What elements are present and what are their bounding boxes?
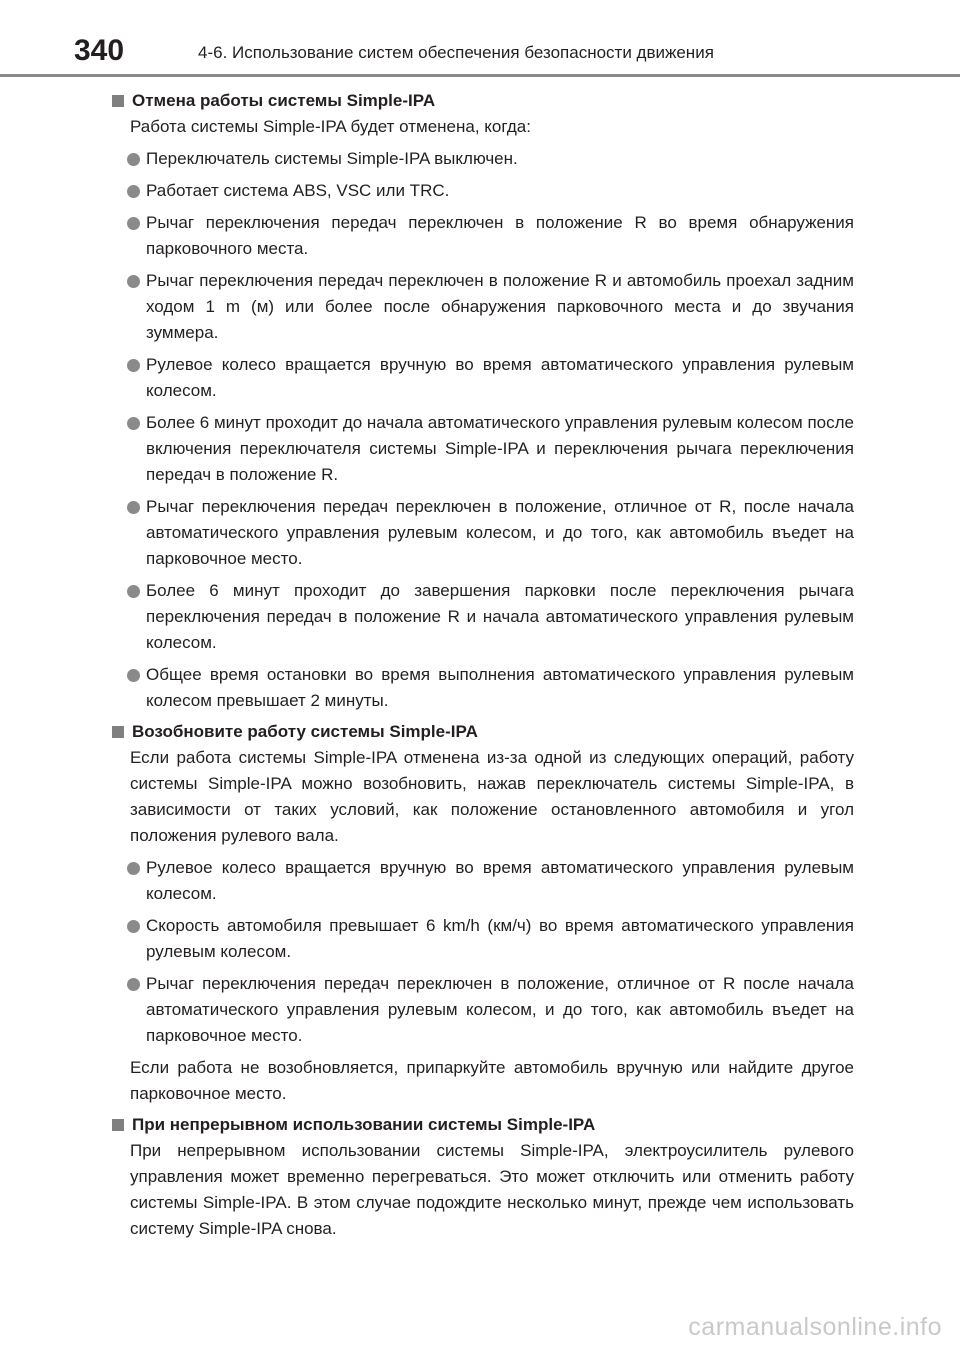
circle-bullet-icon xyxy=(127,153,140,166)
list-item: Рулевое колесо вращается вручную во время автоматического управления рулевым колесом. xyxy=(146,352,854,404)
section-heading xyxy=(112,89,854,113)
square-bullet-icon xyxy=(112,1119,124,1131)
circle-bullet-icon xyxy=(127,862,140,875)
circle-bullet-icon xyxy=(127,669,140,682)
section-heading-text: Отмена работы системы Simple-IPA xyxy=(132,91,436,110)
circle-bullet-icon xyxy=(127,217,140,230)
circle-bullet-icon xyxy=(127,501,140,514)
section-heading xyxy=(112,720,854,744)
page-content xyxy=(112,85,854,1248)
section-heading-text: Возобновите работу системы Simple-IPA xyxy=(132,722,478,741)
section-resume xyxy=(112,720,854,1107)
circle-bullet-icon xyxy=(127,417,140,430)
page-header xyxy=(0,0,960,80)
list-item: Рулевое колесо вращается вручную во время автоматического управления рулевым колесом. xyxy=(146,855,854,907)
list-item: Скорость автомобиля превышает 6 km/h (км/ч) во время автоматического управления рулевым колесом. xyxy=(146,913,854,965)
square-bullet-icon xyxy=(112,726,124,738)
list-item: Рычаг переключения передач переключен в положение R во время обнаружения парковочного места. xyxy=(146,210,854,262)
list-item: Рычаг переключения передач переключен в положение, отличное от R, после начала автоматического управления рулевым колесом, и до того, как автомобиль въедет на парковочное место. xyxy=(146,494,854,572)
list-item: Более 6 минут проходит до начала автоматического управления рулевым колесом после включения переключателя системы Simple-IPA и переключения рычага переключения передач в положение R. xyxy=(146,410,854,488)
page-number: 340 xyxy=(74,34,125,67)
circle-bullet-icon xyxy=(127,185,140,198)
section-cancel xyxy=(112,89,854,714)
square-bullet-icon xyxy=(112,95,124,107)
section-intro: Работа системы Simple-IPA будет отменена, когда: xyxy=(130,117,531,136)
section-continuous-use xyxy=(112,1113,854,1242)
circle-bullet-icon xyxy=(127,585,140,598)
list-item: Рычаг переключения передач переключен в положение, отличное от R после начала автоматического управления рулевым колесом, и до того, как автомобиль въедет на парковочное место. xyxy=(146,971,854,1049)
list-item: Рычаг переключения передач переключен в положение R и автомобиль проехал задним ходом 1 m (м) или более после обнаружения парковочного места и до звучания зуммера. xyxy=(146,268,854,346)
circle-bullet-icon xyxy=(127,275,140,288)
watermark: carmanualsonline.info xyxy=(688,1313,942,1341)
list-item: Работает система ABS, VSC или TRC. xyxy=(146,178,854,204)
section-outro: Если работа не возобновляется, припаркуйте автомобиль вручную или найдите другое парковочное место. xyxy=(130,1058,854,1103)
circle-bullet-icon xyxy=(127,978,140,991)
section-intro: При непрерывном использовании системы Simple-IPA, электроусилитель рулевого управления может временно перегреваться. Это может отключить или отменить работу системы Simple-IPA. В этом случае подождите несколько минут, прежде чем использовать систему Simple-IPA снова. xyxy=(130,1141,854,1238)
section-heading xyxy=(112,1113,854,1137)
header-divider xyxy=(0,74,960,77)
list-item: Более 6 минут проходит до завершения парковки после переключения рычага переключения передач в положение R и начала автоматического управления рулевым колесом. xyxy=(146,578,854,656)
list-item: Общее время остановки во время выполнения автоматического управления рулевым колесом превышает 2 минуты. xyxy=(146,662,854,714)
section-heading-text: При непрерывном использовании системы Simple-IPA xyxy=(132,1115,596,1134)
circle-bullet-icon xyxy=(127,359,140,372)
circle-bullet-icon xyxy=(127,920,140,933)
chapter-title: 4-6. Использование систем обеспечения безопасности движения xyxy=(198,43,714,62)
list-item: Переключатель системы Simple-IPA выключен. xyxy=(146,146,854,172)
section-intro: Если работа системы Simple-IPA отменена из-за одной из следующих операций, работу системы Simple-IPA можно возобновить, нажав переключатель системы Simple-IPA, в зависимости от таких условий, как положение остановленного автомобиля и угол положения рулевого вала. xyxy=(130,748,854,845)
